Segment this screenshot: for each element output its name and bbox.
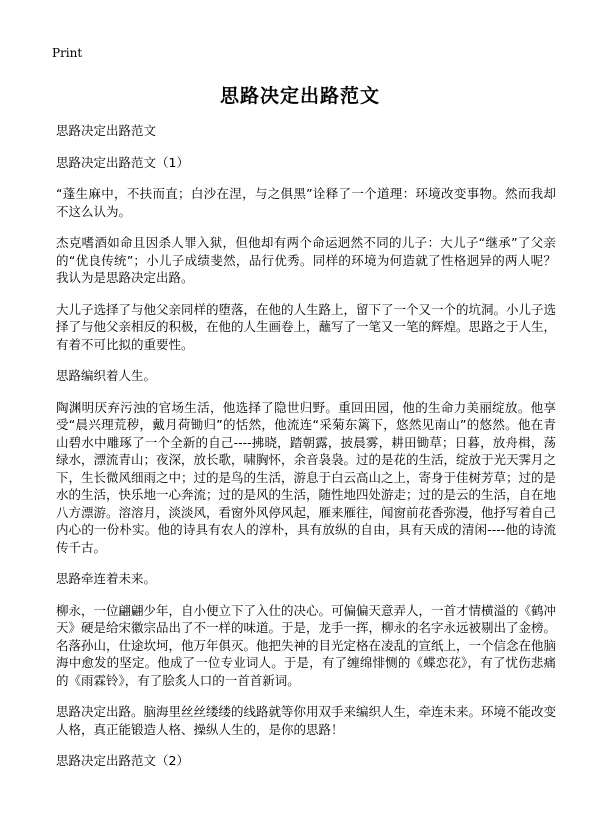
essay-heading: 思路决定出路范文（2） (56, 753, 189, 768)
essay-heading: 思路决定出路范文（1） (56, 154, 189, 170)
paragraph: 思路决定出路。脑海里丝丝缕缕的线路就等你用双手来编织人生，牵连未来。环境不能改变人格，真正能锻造人格、操纵人生的，是你的思路！ (56, 704, 557, 737)
paragraph: 柳永，一位翩翩少年，自小便立下了入仕的决心。可偏偏天意弄人，一首才情横溢的《鹤冲天》硬是给宋徽宗品出了不一样的味道。于是，龙手一挥，柳永的名字永远被剔出了金榜。名落孙山，仕途坎坷，他万年俱灭。他把失神的目光定格在凌乱的宣纸上，一个信念在他脑海中愈发的坚定。他成了一位专业词人。于是，有了缠绵悱恻的《蝶恋花》，有了忧伤悲痛的《雨霖铃》，有了脍炙人口的一首首新词。 (56, 602, 557, 688)
print-link[interactable]: Print (52, 46, 83, 60)
section-heading: 思路决定出路范文 (56, 123, 157, 138)
paragraph: “蓬生麻中，不扶而直；白沙在涅，与之俱黑”诠释了一个道理：环境改变事物。然而我却不这么认为。 (56, 186, 556, 219)
paragraph: 思路牵连着未来。 (56, 571, 157, 586)
paragraph: 大儿子选择了与他父亲同样的堕落，在他的人生路上，留下了一个又一个的坑洞。小儿子选择了与他父亲相反的积极，在他的人生画卷上，蘸写了一笔又一笔的辉煌。思路之于人生，有着不可比拟的重要性。 (56, 301, 557, 352)
paragraph: 陶渊明厌弃污浊的官场生活，他选择了隐世归野。重回田园，他的生命力美丽绽放。他享受“晨兴理荒秽，戴月荷锄归”的恬然，他流连“采菊东篱下，悠然见南山”的悠然。他在青山碧水中雕琢了一个全新的自己----拂晓，踏朝露，披晨雾，耕田锄草；日暮，放舟楫，荡绿水，漂流青山；夜深，放长歌，啸胸怀，余音袅袅。过的是花的生活，绽放于光天霁月之下，生长微风细雨之中；过的是鸟的生活，游息于白云高山之上，寄身于佳树芳草；过的是水的生活，快乐地一心奔流；过的是风的生活，随性地四处游走；过的是云的生活，自在地八方漂游。溶溶月，淡淡风，看窗外风停风起，雁来雁往，闻窗前花香弥漫，他抒写着自己内心的一份朴实。他的诗具有农人的淳朴，具有放纵的自由，具有天成的清闲----他的诗流传千古。 (56, 399, 557, 555)
page-title: 思路决定出路范文 (219, 85, 380, 107)
article-body (56, 122, 556, 784)
paragraph: 杰克嗜酒如命且因杀人罪入狱，但他却有两个命运迥然不同的儿子：大儿子“继承”了父亲的“优良传统”；小儿子成绩斐然，品行优秀。同样的环境为何造就了性格迥异的两人呢？我认为是思路决定出路。 (56, 235, 556, 285)
paragraph: 思路编织着人生。 (56, 368, 157, 383)
